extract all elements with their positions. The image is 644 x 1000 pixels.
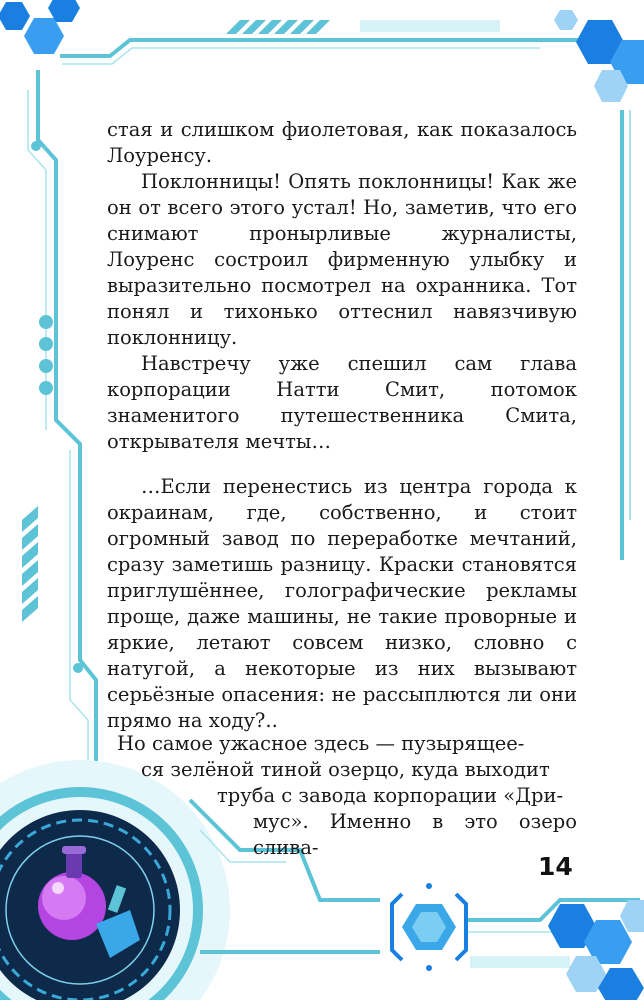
text-line: труба с завода корпорации «Дри- — [217, 784, 564, 807]
hexagon-icon — [548, 900, 644, 1000]
text-block-lower — [105, 731, 577, 861]
hexagon-icon — [554, 10, 644, 102]
text-block-upper — [107, 117, 577, 455]
text-line: Но самое ужасное здесь — пузырящее- — [117, 732, 525, 755]
frame-stripes-top — [226, 20, 330, 34]
paragraph: стая и слишком фиолетовая, как показалось Лоуренсу. — [107, 118, 577, 167]
paragraph: …Если перенестись из центра города к окраинам, где, собственно, и стоит огромный завод по переработке мечтаний, сразу заметишь разницу. Краски становятся приглушённее, голографические рекламы проще, даже машины, не такие проворные и яркие, летают совсем низко, словно с натугой, а некоторые из них вызывают серьёзные опасения: не рассыплются ли они прямо на ходу?.. — [107, 475, 577, 732]
frame-stripes-left — [22, 506, 38, 622]
paragraph: Навстречу уже спешил сам глава корпорации Натти Смит, потомок знаменитого путешественника Смита, открывателя мечты… — [107, 352, 577, 453]
page-number: 14 — [538, 852, 573, 881]
paragraph: Поклонницы! Опять поклонницы! Как же он от всего этого устал! Но, заметив, что его снимают пронырливые журналисты, Лоуренс состроил фирменную улыбку и выразительно посмотрел на охранника. Тот понял и тихонько оттеснил навязчивую поклонницу. — [107, 170, 577, 349]
hexagon-icon — [0, 0, 80, 54]
text-line: мус». Именно в это озеро слива- — [253, 810, 577, 859]
hexagon-icon — [392, 883, 466, 971]
text-block-middle — [107, 474, 577, 734]
text-line: ся зелёной тиной озерцо, куда выходит — [141, 758, 550, 781]
